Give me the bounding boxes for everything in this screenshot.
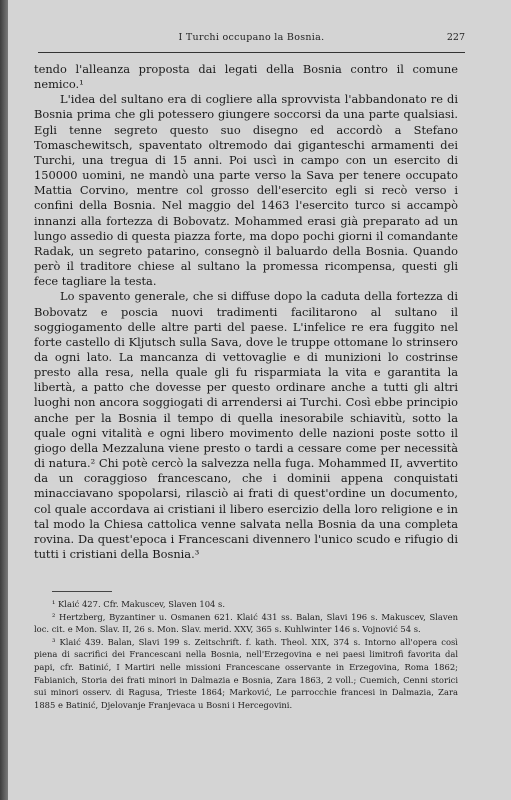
book-page <box>8 0 511 800</box>
paragraph: L'idea del sultano era di cogliere alla sprovvista l'abbandonato re di Bosnia prima che gli potessero giungere soccorsi da una parte qualsiasi. Egli tenne segreto questo suo disegno ed accordò a Stefano Tomaschewitsch, spaventato oltremodo dai giganteschi armamenti dei Turchi, una tregua di 15 anni. Poi uscì in campo con un esercito di 150000 uomini, ne mandò una parte verso la Sava per tenere occupato Mattia Corvino, mentre col grosso dell'esercito egli si recò verso i confini della Bosnia. Nel maggio del 1463 l'esercito turco si accampò innanzi alla fortezza di Bobovatz. Mohammed erasi già preparato ad un lungo assedio di questa piazza forte, ma dopo pochi giorni il comandante Radak, un segreto patarino, consegnò il baluardo della Bosnia. Quando però il traditore chiese al sultano la promessa ricompensa, questi gli fece tagliare la testa. <box>34 92 458 289</box>
running-header <box>38 32 465 50</box>
page-number: 227 <box>446 32 465 43</box>
footnote: ² Hertzberg, Byzantiner u. Osmanen 621. Klaić 431 ss. Balan, Slavi 196 s. Makuscev, Slaven loc. cit. e Mon. Slav. II, 26 s. Mon. Slav. merid. XXV, 365 s. Kuhlwinter 146 s. Vojnović 54 s. <box>34 611 458 635</box>
paragraph: Lo spavento generale, che si diffuse dopo la caduta della fortezza di Bobovatz e poscia nuovi tradimenti facilitarono al sultano il soggiogamento delle altre parti del paese. L'infelice re era fuggito nel forte castello di Kljutsch sulla Sava, dove le truppe ottomane lo strinsero da ogni lato. La mancanza di vettovaglie e di munizioni lo costrinse presto alla resa, nella quale gli fu risparmiata la vita e garantita la libertà, a patto che dovesse per questo ordinare anche a tutti gli altri luoghi non ancora soggiogati di arrendersi ai Turchi. Così ebbe principio anche per la Bosnia il tempo di quella inesorabile schiavitù, sotto la quale ogni vitalità e ogni libero movimento delle nazioni poste sotto il giogo della Mezzaluna viene presto o tardi a cessare come per necessità di natura.² Chi potè cercò la salvezza nella fuga. Mohammed II, avvertito da un coraggioso francescano, che i dominii appena conquistati minacciavano spopolarsi, rilasciò ai frati di quest'ordine un documento, col quale accordava ai cristiani il libero esercizio della loro religione e in tal modo la Chiesa cattolica venne salvata nella Bosnia da una completa rovina. Da quest'epoca i Francescani divennero l'unico scudo e rifugio di tutti i cristiani della Bosnia.³ <box>34 289 458 561</box>
footnote: ³ Klaić 439. Balan, Slavi 199 s. Zeitschrift. f. kath. Theol. XIX, 374 s. Intorno all'opera così piena di sacrifici dei Francescani nella Bosnia, nell'Erzegovina e nei paesi limitrofi favorita dal papi, cfr. Batinić, I Martiri nelle missioni Francescane osservante in Erzegovina, Roma 1862; Fabianich, Storia dei frati minori in Dalmazia e Bosnia, Zara 1863, 2 voll.; Cuemich, Cenni storici sui minori osserv. di Ragusa, Trieste 1864; Marković, Le parrocchie francesi in Dalmazia, Zara 1885 e Batinić, Djelovanje Franjevaca u Bosni i Hercegovini. <box>34 636 458 710</box>
paragraph: tendo l'alleanza proposta dai legati della Bosnia contro il comune nemico.¹ <box>34 62 458 92</box>
footnote-rule <box>52 591 112 592</box>
header-rule <box>38 52 465 53</box>
footnote: ¹ Klaić 427. Cfr. Makuscev, Slaven 104 s. <box>52 599 226 609</box>
main-text <box>34 62 458 562</box>
running-title: I Turchi occupano la Bosnia. <box>178 32 325 43</box>
page-gutter-shadow <box>0 0 8 800</box>
footnotes <box>34 598 458 711</box>
